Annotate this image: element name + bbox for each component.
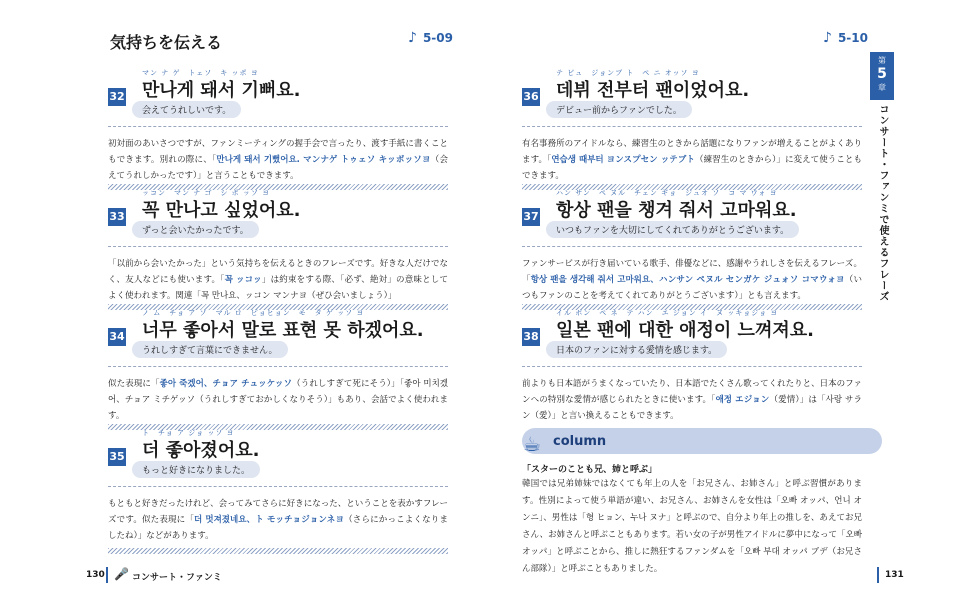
page-number: 130 xyxy=(86,570,105,580)
microphone-icon: 🎤 xyxy=(114,567,129,581)
column-title: column xyxy=(553,434,607,449)
footer-rule xyxy=(877,567,879,583)
phrase-pronunciation: ハン サン ペ ヌル チェン ギョ ジュオ ソ コ マ ウォ ヨ xyxy=(556,189,778,197)
column-body: 韓国では兄弟姉妹ではなくても年上の人を「お兄さん、お姉さん」と呼ぶ習慣があります。性別によって使う単語が違い、お兄さん、お姉さんを女性は「오빠 オッパ、언니 オンニ」、男性は「형 ヒョン、누나 ヌナ」と呼ぶので、自分より年上の推しを、あえてお兄さん、お姉さんと呼ぶこともあります。若い女の子が男性アイドルに夢中になって「오빠 オッパ」と呼ぶことから、推しに熱狂するファンダムを「오빠 부대 オッパ ブデ（お兄さん部隊）」と呼ぶこともありました。 xyxy=(522,479,862,574)
phrase-korean: 일본 팬에 대한 애정이 느껴져요. xyxy=(556,320,814,341)
divider xyxy=(108,246,448,247)
phrase-translation: 日本のファンに対する愛情を感じます。 xyxy=(546,341,727,358)
divider xyxy=(108,366,448,367)
phrase-pronunciation: ト チョ ア ジョ ッソ ヨ xyxy=(142,429,235,437)
phrase-translation: ずっと会いたかったです。 xyxy=(132,221,259,238)
phrase-pronunciation: マン ナ ゲ トェソ キ ッポ ヨ xyxy=(142,69,259,77)
right-page xyxy=(485,0,970,600)
phrase-korean: 더 좋아졌어요. xyxy=(142,440,260,461)
phrase-translation: デビュー前からファンでした。 xyxy=(546,101,692,118)
phrase-number: 33 xyxy=(108,208,126,226)
phrase-pronunciation: ッコン マン ナ ゴ シ ポ ッソ ヨ xyxy=(142,189,271,197)
phrase-translation: 会えてうれしいです。 xyxy=(132,101,241,118)
chapter-tab: 第 5 章 xyxy=(870,52,894,100)
phrase-korean: 항상 팬을 챙겨 줘서 고마워요. xyxy=(556,200,797,221)
phrase-korean: 너무 좋아서 말로 표현 못 하겠어요. xyxy=(142,320,424,341)
divider xyxy=(522,246,862,247)
phrase-number: 35 xyxy=(108,448,126,466)
phrase-explanation: 初対面のあいさつですが、ファンミーティングの握手会で言ったり、渡す手紙に書くこともできます。別れの際に、「만나게 돼서 기뻤어요. マンナゲ トゥェソ キッポッソヨ（会えてうれしかったです）」と言うこともできます。 xyxy=(108,139,448,181)
phrase-translation: うれしすぎて言葉にできません。 xyxy=(132,341,288,358)
phrase-korean: 꼭 만나고 싶었어요. xyxy=(142,200,301,221)
phrase-number: 32 xyxy=(108,88,126,106)
track-number: 5-09 xyxy=(422,31,453,45)
phrase-translation: いつもファンを大切にしてくれてありがとうございます。 xyxy=(546,221,799,238)
phrase-pronunciation: テ ビュ ジョンブ ト ペ ニ オッソ ヨ xyxy=(556,69,700,77)
footer-section-label: コンサート・ファンミ xyxy=(132,573,222,583)
phrase-number: 37 xyxy=(522,208,540,226)
divider xyxy=(522,126,862,127)
section-title: 気持ちを伝える xyxy=(110,33,223,52)
phrase-explanation: もともと好きだったけれど、会ってみてさらに好きになった、ということを表かすフレーズです。似た表現に「더 멋져졌네요、ト モッチョジョンネヨ（さらにかっこよくなりましたね）」などがあります。 xyxy=(108,499,448,541)
phrase-explanation: 有名事務所のアイドルなら、練習生のときから話題になりファンが増えることがよくあります。「연습생 때부터 ヨンスプセン ッテブト（練習生のときから）」に変えて使うこともできます。 xyxy=(522,139,862,181)
divider xyxy=(108,486,448,487)
music-note-icon: ♪ xyxy=(408,30,417,46)
footer-rule xyxy=(106,567,108,583)
phrase-korean: 만나게 돼서 기뻐요. xyxy=(142,80,301,101)
divider xyxy=(108,126,448,127)
phrase-explanation: 前よりも日本語がうまくなっていたり、日本語でたくさん歌ってくれたりと、日本のファンへの特別な愛情が感じられたときに使います。「애정 エジョン（愛情）」は「사랑 サラン（愛）」と言い換えることもできます。 xyxy=(522,379,862,421)
column-heading: 「スターのことも兄、姉と呼ぶ」 xyxy=(522,465,658,475)
audio-track[interactable] xyxy=(408,30,453,46)
coffee-cup-icon: ☕ xyxy=(523,432,541,456)
phrase-korean: 데뷔 전부터 팬이었어요. xyxy=(556,80,750,101)
phrase-pronunciation: イル ボン ペ ネ テ ハン エ ジョン イ ヌ ッキョジョ ヨ xyxy=(556,309,779,317)
phrase-explanation: 「以前から会いたかった」という気持ちを伝えるときのフレーズです。好きな人だけでなく、友人などにも使います。「꼭 ッコッ」は約束をする際、「必ず、絶対」の意味としてよく使われます。関連「꼭 만나요、ッコン マンナヨ（ぜひ会いましょう）」 xyxy=(108,259,449,301)
hatch-divider xyxy=(108,548,448,554)
audio-track[interactable] xyxy=(823,30,868,46)
page-number: 131 xyxy=(885,570,904,580)
phrase-number: 38 xyxy=(522,328,540,346)
track-number: 5-10 xyxy=(837,31,868,45)
chapter-title: コンサート・ファンミで使えるフレーズ xyxy=(877,104,888,302)
phrase-number: 36 xyxy=(522,88,540,106)
chapter-number: 5 xyxy=(877,66,887,82)
phrase-pronunciation: ノ ム チョ ア ソ マル ロ ピョヒョン モ タ ゲ ッソ ヨ xyxy=(142,309,365,317)
phrase-translation: もっと好きになりました。 xyxy=(132,461,260,478)
divider xyxy=(522,366,862,367)
phrase-number: 34 xyxy=(108,328,126,346)
music-note-icon: ♪ xyxy=(823,30,832,46)
phrase-explanation: ファンサービスが行き届いている歌手、俳優などに、感謝やうれしさを伝えるフレーズ。「항상 팬을 생각해 줘서 고마워요、ハンサン ペヌル センガケ ジュォソ コマウォヨ（いつもファンのことを考えてくれてありがとうございます）」とも言えます。 xyxy=(522,259,862,301)
phrase-explanation: 似た表現に「좋아 죽겠어、チョア チュッケッソ（うれしすぎて死にそう）」「좋아 미치겠어、チョア ミチゲッソ（うれしすぎておかしくなりそう）」もあり、会話でよく使われます。 xyxy=(108,379,448,421)
